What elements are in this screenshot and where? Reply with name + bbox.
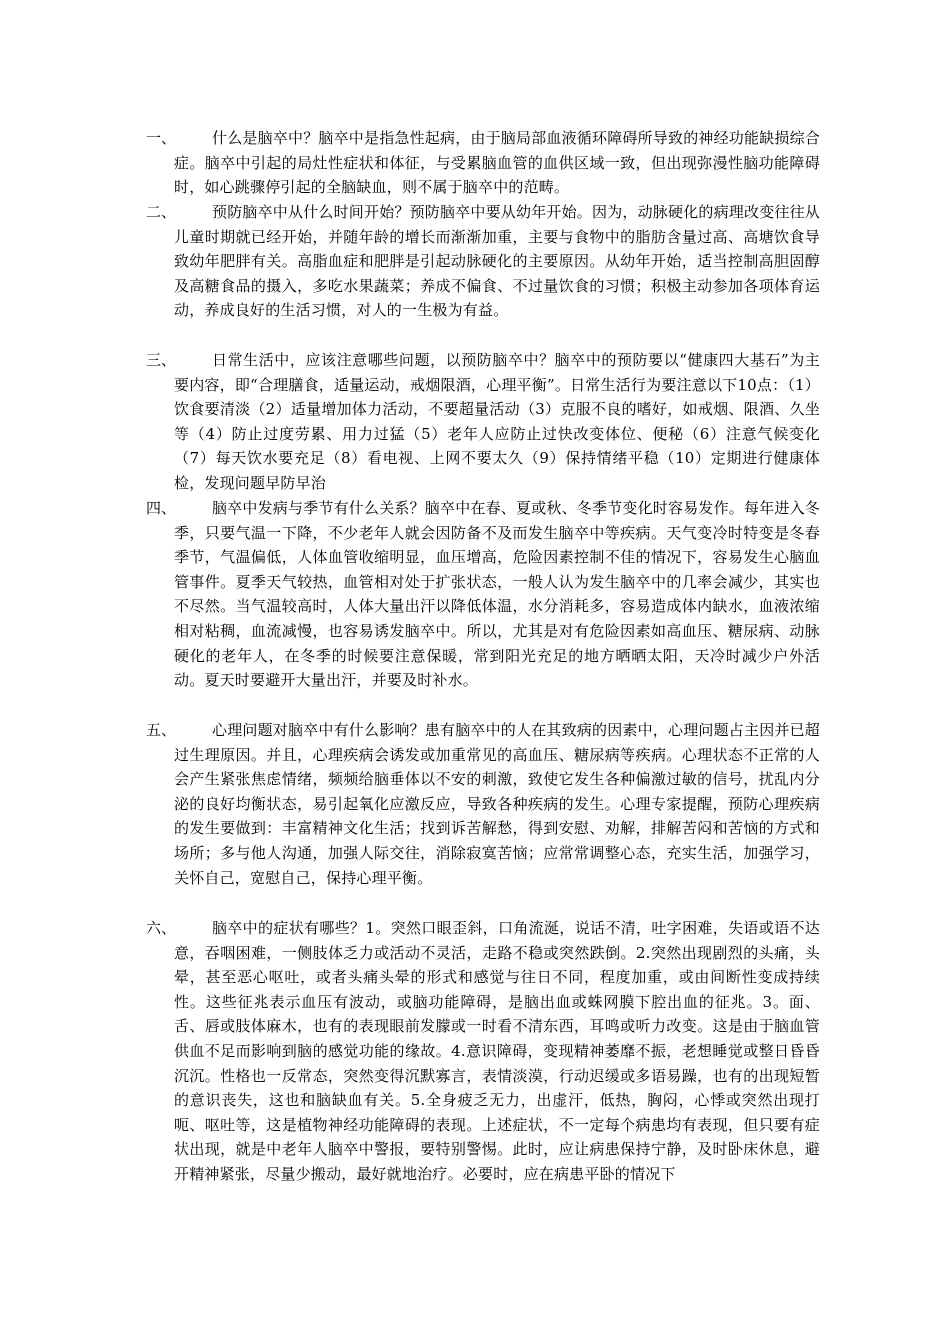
section-text: 心理问题对脑卒中有什么影响？患有脑卒中的人在其致病的因素中，心理问题占主因并已超过生理原因。并且，心理疾病会诱发或加重常见的高血压、糖尿病等疾病。心理状态不正常的人会产生紧张焦虑情绪，频频给脑垂体以不安的刺激，致使它发生各种偏激过敏的信号，扰乱内分泌的良好均衡状态，易引起氧化应激反应，导致各种疾病的发生。心理专家提醒，预防心理疾病的发生要做到：丰富精神文化生活；找到诉苦解愁，得到安慰、劝解，排解苦闷和苦恼的方式和场所；多与他人沟通，加强人际交往，消除寂寞苦恼；应常常调整心态，充实生活，加强学习，关怀自己，宽慰自己，保持心理平衡。 — [174, 721, 821, 887]
section-number: 三、 — [146, 351, 177, 369]
section-text: 日常生活中，应该注意哪些问题，以预防脑卒中？脑卒中的预防要以“健康四大基石”为主要内容，即“合理膳食，适量运动，戒烟限酒，心理平衡”。日常生活行为要注意以下10点：（1）饮食要清淡（2）适量增加体力活动，不要超量活动（3）克服不良的嗜好，如戒烟、限酒、久坐等（4）防止过度劳累、用力过猛（5）老年人应防止过快改变体位、便秘（6）注意气候变化（7）每天饮水要充足（8）看电视、上网不要太久（9）保持情绪平稳（10）定期进行健康体检，发现问题早防早治 — [174, 351, 820, 492]
section-4 — [146, 496, 820, 693]
section-text: 预防脑卒中从什么时间开始？预防脑卒中要从幼年开始。因为，动脉硬化的病理改变往往从儿童时期就已经开始，并随年龄的增长而渐渐加重，主要与食物中的脂肪含量过高、高塘饮食导致幼年肥胖有关。高脂血症和肥胖是引起动脉硬化的主要原因。从幼年开始，适当控制高胆固醇及高糖食品的摄入，多吃水果蔬菜；养成不偏食、不过量饮食的习惯；积极主动参加各项体育运动，养成良好的生活习惯，对人的一生极为有益。 — [174, 203, 821, 320]
section-number: 一、 — [146, 129, 177, 147]
section-number: 五、 — [146, 721, 177, 739]
section-number: 四、 — [146, 499, 177, 517]
section-text: 脑卒中的症状有哪些？1。突然口眼歪斜，口角流涎，说话不清，吐字困难，失语或语不达意，吞咽困难，一侧肢体乏力或活动不灵活，走路不稳或突然跌倒。2.突然出现剧烈的头痛，头晕，甚至恶心呕吐，或者头痛头晕的形式和感觉与往日不同，程度加重，或由间断性变成持续性。这些征兆表示血压有波动，或脑功能障碍，是脑出血或蛛网膜下腔出血的征兆。3。面、舌、唇或肢体麻木，也有的表现眼前发朦或一时看不清东西，耳鸣或听力改变。这是由于脑血管供血不足而影响到脑的感觉功能的缘故。4.意识障碍，变现精神萎靡不振，老想睡觉或整日昏昏沉沉。性格也一反常态，突然变得沉默寡言，表情淡漠，行动迟缓或多语易躁，也有的出现短暂的意识丧失，这也和脑缺血有关。5.全身疲乏无力，出虚汗，低热，胸闷，心悸或突然出现打呃、呕吐等，这是植物神经功能障碍的表现。上述症状，不一定每个病患均有表现，但只要有症状出现，就是中老年人脑卒中警报，要特别警惕。此时，应让病患保持宁静，及时卧床休息，避开精神紧张，尽量少搬动，最好就地治疗。必要时，应在病患平卧的情况下 — [174, 919, 820, 1183]
section-2 — [146, 200, 820, 323]
section-3 — [146, 348, 820, 496]
section-text: 什么是脑卒中？脑卒中是指急性起病，由于脑局部血液循环障碍所导致的神经功能缺损综合症。脑卒中引起的局灶性症状和体征，与受累脑血管的血供区域一致，但出现弥漫性脑功能障碍时，如心跳骤停引起的全脑缺血，则不属于脑卒中的范畴。 — [174, 129, 821, 197]
section-5 — [146, 718, 820, 890]
section-6 — [146, 916, 820, 1187]
section-1 — [146, 126, 820, 200]
section-number: 二、 — [146, 203, 177, 221]
section-number: 六、 — [146, 919, 177, 937]
section-text: 脑卒中发病与季节有什么关系？脑卒中在春、夏或秋、冬季节变化时容易发作。每年进入冬季，只要气温一下降，不少老年人就会因防备不及而发生脑卒中等疾病。天气变冷时特变是冬春季节，气温偏低，人体血管收缩明显，血压增高，危险因素控制不佳的情况下，容易发生心脑血管事件。夏季天气较热，血管相对处于扩张状态，一般人认为发生脑卒中的几率会减少，其实也不尽然。当气温较高时，人体大量出汗以降低体温，水分消耗多，容易造成体内缺水，血液浓缩相对粘稠，血流减慢，也容易诱发脑卒中。所以，尤其是对有危险因素如高血压、糖尿病、动脉硬化的老年人，在冬季的时候要注意保暖，常到阳光充足的地方晒晒太阳，天冷时减少户外活动。夏天时要避开大量出汗，并要及时补水。 — [174, 499, 821, 690]
